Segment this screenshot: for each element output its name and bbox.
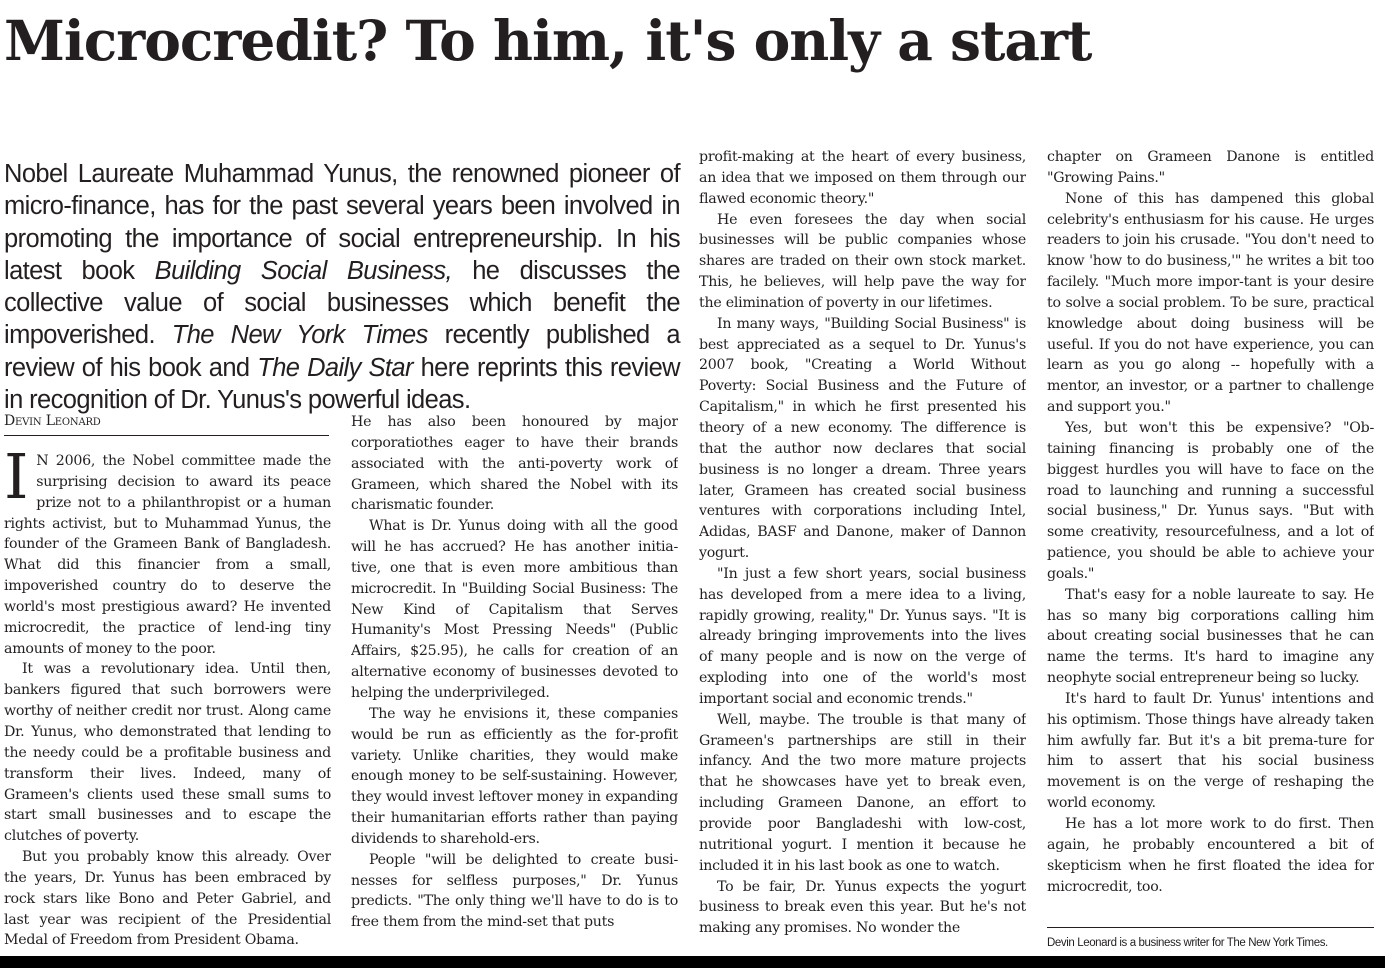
- newspaper-name: The New York Times: [171, 321, 428, 350]
- body-paragraph: It was a revolutionary idea. Until then, bankers figured that such borrowers were worthy of neither credit nor trust. Along came Dr. Yunus, who demonstrated that lending to the needy could be a profitable business and transform their lives. Indeed, many of Grameen's clients used these small sums to start small businesses and to escape the clutches of poverty.: [4, 661, 331, 845]
- article-column-3: [699, 147, 1026, 956]
- byline: Devin Leonard: [4, 413, 329, 436]
- divider-rule: [1047, 927, 1374, 928]
- bottom-border: [0, 956, 1385, 968]
- body-paragraph: Yes, but won't this be expensive? "Ob-taining financing is probably one of the biggest hurdles you will have to face on the road to launching and running a successful social business," Dr. Yunus says. "But with some creativity, resourcefulness, and a lot of patience, you should be able to achieve your goals.": [1047, 419, 1374, 582]
- standfirst-text: he discusses the collective value of social businesses which benefit the impoverished.: [4, 256, 680, 350]
- body-paragraph: People "will be delighted to create busi-nesses for selfless purposes," Dr. Yunus predicts. "The only thing we'll have to do is to free them from the mind-set that puts: [351, 851, 678, 931]
- body-paragraph: chapter on Grameen Danone is entitled "Growing Pains.": [1047, 149, 1374, 186]
- standfirst-text: Nobel Laureate Muhammad Yunus, the renowned pioneer of micro-finance, has for the past several years been involved in promoting the importance of social entrepreneurship. In his latest book: [4, 160, 680, 285]
- body-paragraph: He has also been honoured by major corporatiothes eager to have their brands associated with the anti-poverty work of Grameen, which shared the Nobel with its charismatic founder.: [351, 414, 678, 514]
- body-paragraph: Well, maybe. The trouble is that many of Grameen's partnerships are still in their infancy. And the two more mature projects that he showcases have yet to break even, including Grameen Danone, an effort to provide poor Bangladeshi with low-cost, nutritional yogurt. I mention it because he included it in his last book as one to watch.: [699, 711, 1026, 874]
- body-paragraph: To be fair, Dr. Yunus expects the yogurt business to break even this year. But he's not making any promises. No wonder the: [699, 878, 1026, 937]
- body-paragraph: It's hard to fault Dr. Yunus' intentions and his optimism. Those things have already taken him awfully far. But it's a bit prema-ture for him to assert that his social business movement is on the verge of reshaping the world economy.: [1047, 690, 1374, 812]
- body-paragraph: profit-making at the heart of every business, an idea that we imposed on them through our flawed economic theory.": [699, 149, 1026, 207]
- newspaper-name: The Daily Star: [257, 353, 413, 382]
- body-paragraph: In many ways, "Building Social Business" is best appreciated as a sequel to Dr. Yunus's 2007 book, "Creating a World Without Poverty: Social Business and the Future of Capitalism," in which he first presented his theory of a new economy. The difference is that the author now declares that social business is no longer a dream. Three years later, Grameen has created social business ventures with corporations including Intel, Adidas, BASF and Danone, maker of Dannon yogurt.: [699, 315, 1026, 562]
- body-paragraph: That's easy for a noble laureate to say. He has so many big corporations calling him about creating social businesses that he can name the terms. It's hard to imagine any neophyte social entrepreneur being so lucky.: [1047, 586, 1374, 687]
- author-tagline: Devin Leonard is a business writer for The New York Times.: [1047, 937, 1328, 949]
- book-title: Building Social Business,: [154, 256, 453, 285]
- body-paragraph: He even foresees the day when social businesses will be public companies whose shares are traded on their own stock market. This, he believes, will help pave the way for the elimination of poverty in our lifetimes.: [699, 211, 1026, 311]
- body-paragraph: [4, 451, 331, 659]
- standfirst: [4, 158, 680, 416]
- body-paragraph: "In just a few short years, social business has developed from a mere idea to a living, rapidly growing, reality," Dr. Yunus says. "It is already bringing improvements into the lives of many people and is now on the verge of exploding into one of the world's most important social and economic trends.": [699, 565, 1026, 707]
- article-column-1: [4, 451, 331, 956]
- article-column-4: [1047, 147, 1374, 923]
- paragraph-text: N 2006, the Nobel committee made the surprising decision to award its peace prize not to a philanthropist or a human rights activist, but to Muhammad Yunus, the founder of the Grameen Bank of Bangladesh. What did this financier from a small, impoverished country do to deserve the world's most prestigious award? He invented microcredit, the practice of lend-ing tiny amounts of money to the poor.: [4, 453, 331, 657]
- body-paragraph: He has a lot more work to do first. Then again, he probably encountered a bit of skepticism when he first floated the idea for microcredit, too.: [1047, 816, 1374, 895]
- headline: Microcredit? To him, it's only a start: [4, 8, 1092, 73]
- standfirst-text: here reprints this review in recognition of Dr. Yunus's powerful ideas.: [4, 353, 680, 415]
- body-paragraph: None of this has dampened this global celebrity's enthusiasm for his cause. He urges readers to join his crusade. "You don't need to know 'how to do business,'" he writes a bit too facilely. "Much more impor-tant is your desire to solve a social problem. To be sure, practical knowledge about doing business will be useful. If you do not have experience, you can learn as you go along -- hopefully with a mentor, an investor, or a partner to challenge and support you.": [1047, 190, 1374, 416]
- body-paragraph: What is Dr. Yunus doing with all the good will he has accrued? He has another initia-tive, one that is even more ambitious than microcredit. In "Building Social Business: The New Kind of Capitalism that Serves Humanity's Most Pressing Needs" (Public Affairs, $25.95), he calls for creation of an alternative economy of businesses devoted to helping the underprivileged.: [351, 518, 678, 701]
- body-paragraph: The way he envisions it, these companies would be run as efficiently as the for-profit variety. Unlike charities, they would make enough money to be self-sustaining. However, they would invest leftover money in expanding their humanitarian efforts rather than paying dividends to sharehold-ers.: [351, 705, 678, 847]
- article-column-2: [351, 412, 678, 956]
- standfirst-text: recently published a review of his book and: [4, 321, 680, 382]
- drop-cap: I: [4, 451, 29, 513]
- body-paragraph: But you probably know this already. Over the years, Dr. Yunus has been embraced by rock stars like Bono and Peter Gabriel, and last year was recipient of the Presidential Medal of Freedom from President Obama.: [4, 849, 331, 949]
